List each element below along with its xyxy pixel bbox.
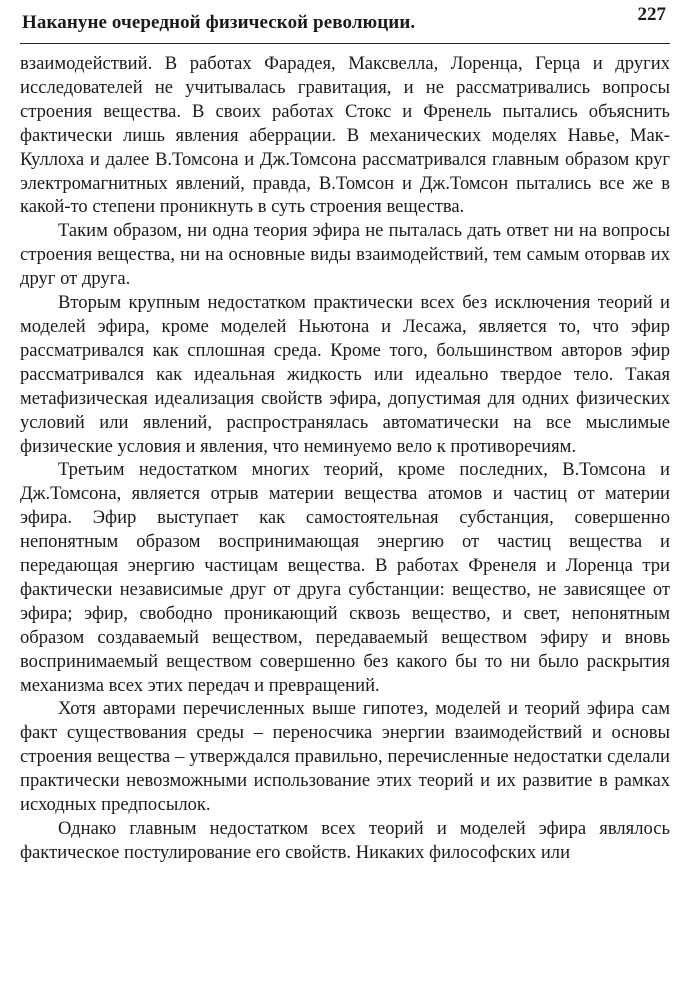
- paragraph-continuation: взаимодействий. В работах Фарадея, Максвелла, Лоренца, Герца и других исследователей не учитывалась гравитация, и не рассматривались вопросы строения вещества. В своих работах Стокс и Френель пытались объяснить фактически лишь явления аберрации. В механических моделях Навье, Мак-Куллоха и далее В.Томсона и Дж.Томсона рассматривался главным образом круг электромагнитных явлений, правда, В.Томсон и Дж.Томсон пытались все же в какой-то степени проникнуть в суть строения вещества.: [20, 53, 670, 218]
- page-number: 227: [637, 4, 666, 25]
- paragraph: Хотя авторами перечисленных выше гипотез, моделей и теорий эфира сам факт существования среды – переносчика энергии взаимодействий и основы строения вещества – утверждался правильно, перечисленные недостатки сделали практически невозможными использование этих теорий и их развитие в рамках исходных предпосылок.: [20, 698, 670, 816]
- paragraph: Таким образом, ни одна теория эфира не пыталась дать ответ ни на вопросы строения вещества, ни на основные виды взаимодействий, тем самым оторвав их друг от друга.: [20, 220, 670, 290]
- paragraph: Однако главным недостатком всех теорий и моделей эфира являлось фактическое постулирование его свойств. Никаких философских или: [20, 818, 670, 863]
- body-text: [20, 52, 670, 865]
- running-head: [20, 0, 670, 44]
- paragraph: Вторым крупным недостатком практически всех без исключения теорий и моделей эфира, кроме моделей Ньютона и Лесажа, является то, что эфир рассматривался как сплошная среда. Кроме того, большинством авторов эфир рассматривался как идеальная жидкость или идеально твердое тело. Такая метафизическая идеализация свойств эфира, допустимая для одних физических условий или явлений, распространялась автоматически на все мыслимые физические условия и явления, что неминуемо вело к противоречиям.: [20, 292, 670, 457]
- paragraph: Третьим недостатком многих теорий, кроме последних, В.Томсона и Дж.Томсона, является отрыв материи вещества атомов и частиц от материи эфира. Эфир выступает как самостоятельная субстанция, совершенно непонятным образом воспринимающая энергию от частиц вещества и передающая энергию частицам вещества. В работах Френеля и Лоренца три фактически независимые друг от друга субстанции: вещество, не зависящее от эфира; эфир, свободно проникающий сквозь вещество, и свет, непонятным образом создаваемый веществом, передаваемый веществом эфиру и вновь воспринимаемый веществом совершенно без какого бы то ни было раскрытия механизма всех этих передач и превращений.: [20, 459, 670, 696]
- running-title: Накануне очередной физической революции.: [22, 12, 416, 33]
